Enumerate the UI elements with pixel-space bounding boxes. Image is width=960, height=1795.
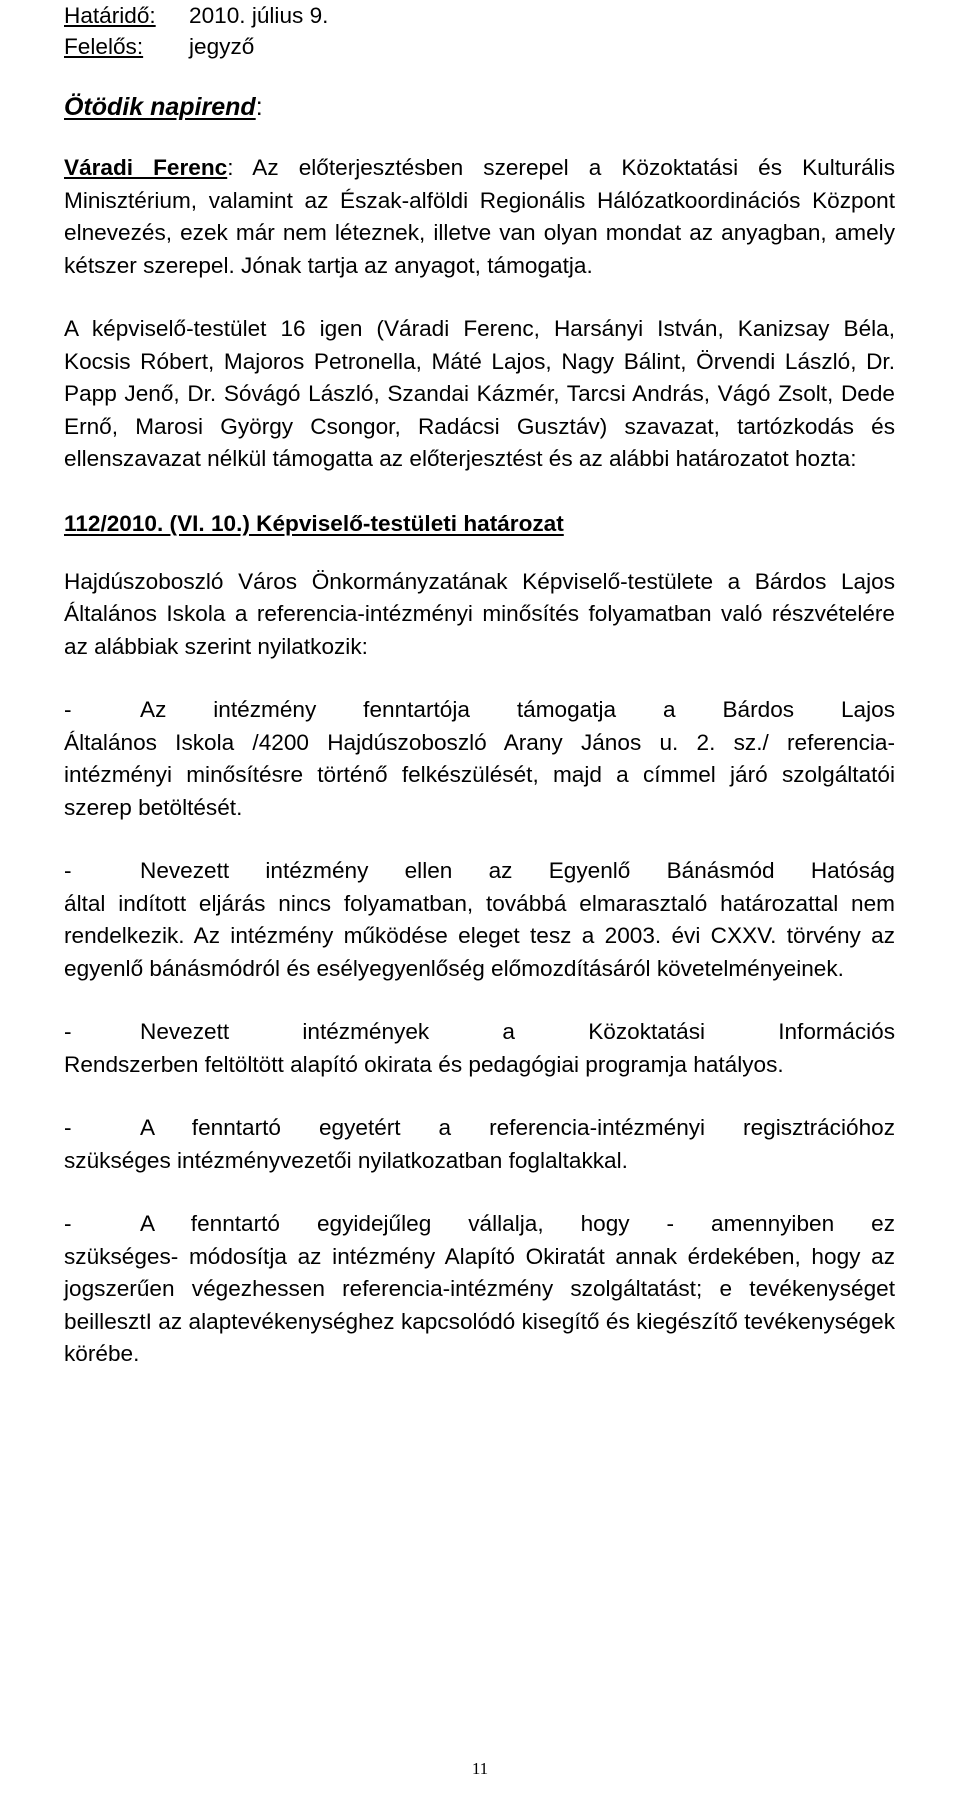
list-dash: - bbox=[64, 1211, 72, 1236]
vote-paragraph: A képviselő-testület 16 igen (Váradi Ferenc, Harsányi István, Kanizsay Béla, Kocsis Róbert, Majoros Petronella, Máté Lajos, Nagy Bálint, Örvendi László, Dr. Papp Jenő, Dr. Sóvágó László, Szandai Kázmér, Tarcsi András, Vágó Zsolt, Dede Ernő, Marosi György Csongor, Radácsi Gusztáv) szavazat, tartózkodás és ellenszavazat nélkül támogatta az előterjesztést és az alábbi határozatot hozta: bbox=[64, 316, 895, 471]
page-number: 11 bbox=[471, 1759, 489, 1778]
agenda-colon: : bbox=[255, 93, 263, 121]
resolution-item-lead: Az intézmény fenntartója támogatja a Bárdos Lajos bbox=[140, 697, 895, 722]
resolution-item-text: Általános Iskola /4200 Hajdúszoboszló Arany János u. 2. sz./ referencia-intézményi minősítésre történő felkészülését, majd a címmel járó szolgáltatói szerep betöltését. bbox=[64, 729, 895, 820]
deadline-label: Határidő: bbox=[64, 3, 156, 28]
document-page bbox=[64, 0, 895, 1371]
resolution-intro: Hajdúszoboszló Város Önkormányzatának Képviselő-testülete a Bárdos Lajos Általános Iskola a referencia-intézményi minősítés folyamatban való részvételére az alábbiak szerint nyilatkozik: bbox=[64, 568, 895, 659]
list-dash: - bbox=[64, 858, 72, 883]
deadline-value: 2010. július 9. bbox=[189, 3, 329, 28]
resolution-item bbox=[64, 1112, 895, 1177]
resolution-item-first-line bbox=[64, 1112, 895, 1145]
list-dash: - bbox=[64, 1115, 72, 1140]
speaker-name: Váradi Ferenc bbox=[64, 155, 228, 180]
list-dash: - bbox=[64, 697, 72, 722]
resolution-item-lead: A fenntartó egyetért a referencia-intézményi regisztrációhoz bbox=[140, 1115, 895, 1140]
resolution-item-text: által indított eljárás nincs folyamatban, továbbá elmarasztaló határozattal nem rendelkezik. Az intézmény működése eleget tesz a 2003. évi CXXV. törvény az egyenlő bánásmódról és esélyegyenlőség előmozdításáról követelményeinek. bbox=[64, 890, 895, 981]
speech-text: : Az előterjesztésben szerepel a Közoktatási és Kulturális Minisztérium, valamint az Észak-alföldi Regionális Hálózatkoordinációs Központ elnevezés, ezek már nem léteznek, illetve van olyan mondat az anyagban, amely kétszer szerepel. Jónak tartja az anyagot, támogatja. bbox=[64, 155, 895, 278]
resolution-item-text: Rendszerben feltöltött alapító okirata és pedagógiai programja hatályos. bbox=[64, 1051, 784, 1077]
list-dash: - bbox=[64, 1019, 72, 1044]
resolution-item-first-line bbox=[64, 1208, 895, 1241]
responsible-value: jegyző bbox=[189, 34, 255, 59]
resolution-item-first-line bbox=[64, 1016, 895, 1049]
resolution-item bbox=[64, 1016, 895, 1081]
resolution-item bbox=[64, 1208, 895, 1371]
agenda-title: Ötödik napirend bbox=[64, 93, 256, 121]
resolution-items bbox=[64, 694, 895, 1371]
agenda-heading bbox=[64, 88, 895, 126]
resolution-item-lead: A fenntartó egyidejűleg vállalja, hogy - amennyiben ez bbox=[140, 1211, 895, 1236]
resolution-item bbox=[64, 694, 895, 824]
resolution-item-text: szükséges- módosítja az intézmény Alapító Okiratát annak érdekében, hogy az jogszerűen végezhessen referencia-intézmény szolgáltatást; e tevékenységet beillesztI az alaptevékenységhez kapcsolódó kisegítő és kiegészítő tevékenységek körébe. bbox=[64, 1243, 895, 1366]
resolution-item-lead: Nevezett intézmény ellen az Egyenlő Bánásmód Hatóság bbox=[140, 858, 895, 883]
resolution-item bbox=[64, 855, 895, 985]
responsible-label: Felelős: bbox=[64, 34, 144, 59]
resolution-item-lead: Nevezett intézmények a Közoktatási Információs bbox=[140, 1019, 895, 1044]
resolution-item-first-line bbox=[64, 855, 895, 888]
responsible-row bbox=[64, 31, 895, 62]
resolution-item-text: szükséges intézményvezetői nyilatkozatban foglaltakkal. bbox=[64, 1147, 628, 1173]
deadline-row bbox=[64, 0, 895, 31]
resolution-item-first-line bbox=[64, 694, 895, 727]
speech-paragraph bbox=[64, 152, 895, 282]
resolution-title: 112/2010. (VI. 10.) Képviselő-testületi határozat bbox=[64, 510, 564, 536]
